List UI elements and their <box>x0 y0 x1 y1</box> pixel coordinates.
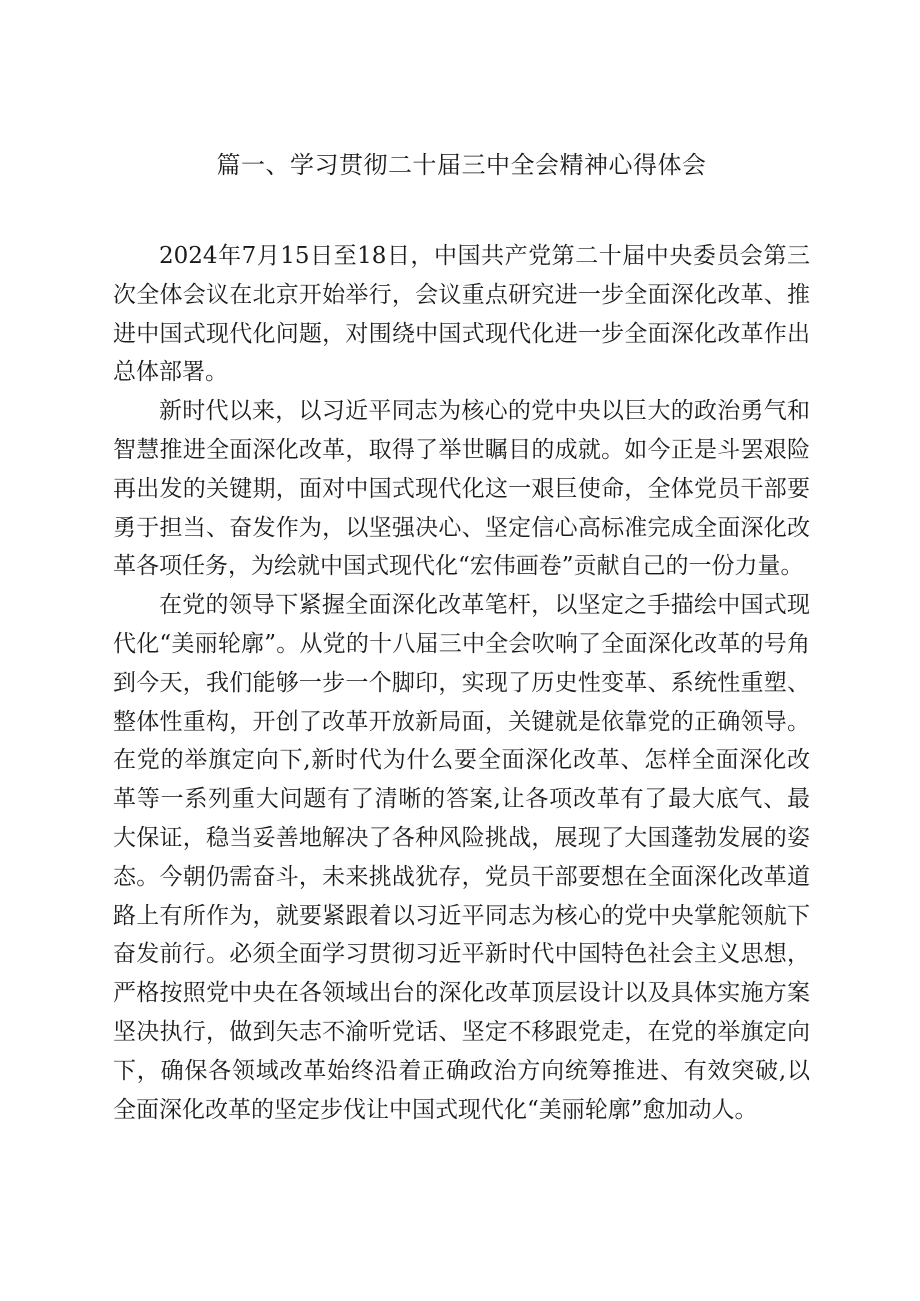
paragraph-1: 2024年7月15日至18日，中国共产党第二十届中央委员会第三次全体会议在北京开始举行，会议重点研究进一步全面深化改革、推进中国式现代化问题，对围绕中国式现代化进一步全面深化改革作出总体部署。 <box>113 243 810 386</box>
document-title: 篇一、学习贯彻二十届三中全会精神心得体会 <box>216 151 707 179</box>
paragraph-2: 新时代以来，以习近平同志为核心的党中央以巨大的政治勇气和智慧推进全面深化改革，取得了举世瞩目的成就。如今正是斗罢艰险再出发的关键期，面对中国式现代化这一艰巨使命，全体党员干部要勇于担当、奋发作为，以坚强决心、坚定信心高标准完成全面深化改革各项任务，为绘就中国式现代化“宏伟画卷”贡献自己的一份力量。 <box>113 398 810 580</box>
document-body <box>113 237 810 1129</box>
paragraph-3: 在党的领导下紧握全面深化改革笔杆，以坚定之手描绘中国式现代化“美丽轮廓”。从党的十八届三中全会吹响了全面深化改革的号角到今天，我们能够一步一个脚印，实现了历史性变革、系统性重塑、整体性重构，开创了改革开放新局面，关键就是依靠党的正确领导。在党的举旗定向下,新时代为什么要全面深化改革、怎样全面深化改革等一系列重大问题有了清晰的答案,让各项改革有了最大底气、最大保证，稳当妥善地解决了各种风险挑战，展现了大国蓬勃发展的姿态。今朝仍需奋斗，未来挑战犹存，党员干部要想在全面深化改革道路上有所作为，就要紧跟着以习近平同志为核心的党中央掌舵领航下奋发前行。必须全面学习贯彻习近平新时代中国特色社会主义思想，严格按照党中央在各领域出台的深化改革顶层设计以及具体实施方案坚决执行，做到矢志不渝听党话、坚定不移跟党走，在党的举旗定向下，确保各领域改革始终沿着正确政治方向统筹推进、有效突破,以全面深化改革的坚定步伐让中国式现代化“美丽轮廓”愈加动人。 <box>113 592 810 1123</box>
